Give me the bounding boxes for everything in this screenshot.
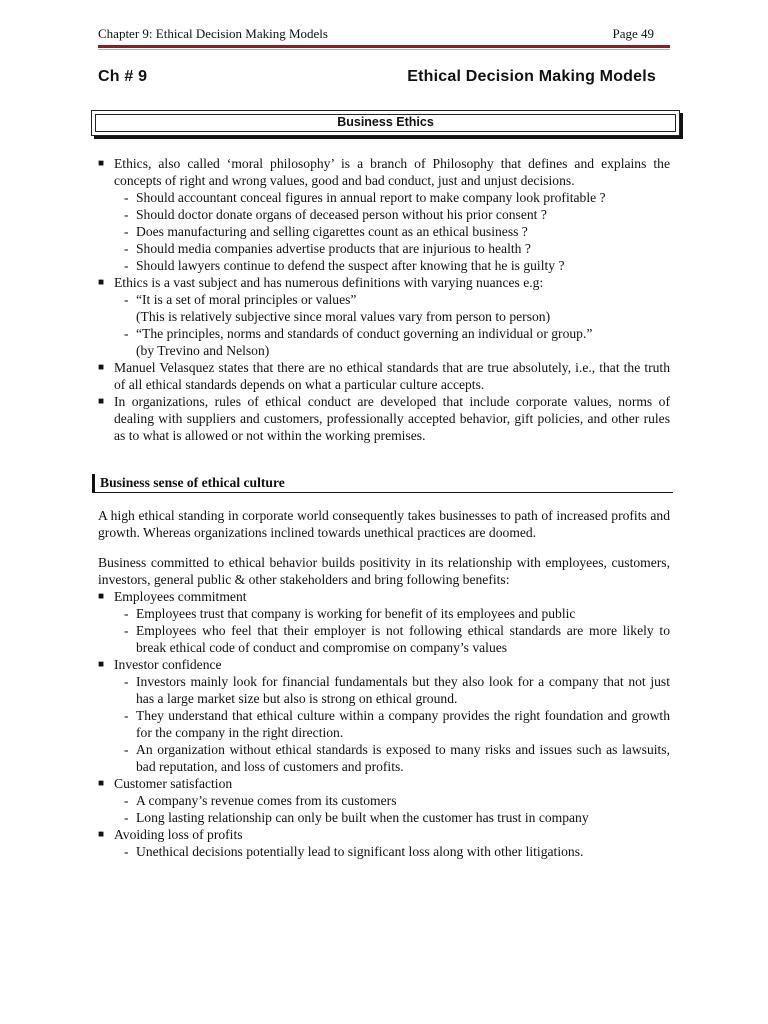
bullet-item xyxy=(98,155,670,274)
dash-text: Should accountant conceal figures in annual report to make company look profitable ? xyxy=(136,190,606,205)
dash-list xyxy=(114,673,670,775)
dash-item xyxy=(114,223,670,240)
bullet-item xyxy=(98,393,670,444)
dash-icon: - xyxy=(124,224,129,239)
dash-item xyxy=(114,325,670,342)
section-heading xyxy=(92,474,673,493)
chapter-name: Ethical Decision Making Models xyxy=(407,68,656,85)
dash-text: Does manufacturing and selling cigarettes count as an ethical business ? xyxy=(136,224,528,239)
page-number: Page 49 xyxy=(612,26,654,41)
dash-text: Investors mainly look for financial fundamentals but they also look for a company that not just has a large market size but also is strong on ethical ground. xyxy=(136,674,670,706)
benefit-item xyxy=(98,826,670,860)
dash-icon: - xyxy=(124,810,129,825)
dash-icon: - xyxy=(124,292,129,307)
dash-item xyxy=(114,809,670,826)
dash-item xyxy=(114,189,670,206)
dash-item xyxy=(114,622,670,656)
definition-note: (by Trevino and Nelson) xyxy=(136,343,270,358)
ethics-definitions-block xyxy=(98,155,670,444)
running-header xyxy=(98,26,656,44)
chapter-title xyxy=(98,68,656,90)
square-bullet-icon: ■ xyxy=(98,277,105,288)
paragraph: Business committed to ethical behavior builds positivity in its relationship with employees, customers, investors, general public & other stakeholders and bring following benefits: xyxy=(98,555,670,587)
dash-text: Employees who feel that their employer is not following ethical standards are more likely to break ethical code of conduct and compromise on company’s values xyxy=(136,623,670,655)
header-rule-thin xyxy=(98,49,670,50)
dash-icon: - xyxy=(124,623,129,638)
definition-note: (This is relatively subjective since moral values vary from person to person) xyxy=(136,309,551,324)
dash-icon: - xyxy=(124,606,129,621)
dash-text: An organization without ethical standards is exposed to many risks and issues such as lawsuits, bad reputation, and loss of customers and profits. xyxy=(136,742,670,774)
paragraph: A high ethical standing in corporate world consequently takes businesses to path of increased profits and growth. Whereas organizations inclined towards unethical practices are doomed. xyxy=(98,508,670,540)
dash-text: Should doctor donate organs of deceased person without his prior consent ? xyxy=(136,207,547,222)
dash-icon: - xyxy=(124,241,129,256)
bullet-text: In organizations, rules of ethical conduct are developed that include corporate values, norms of dealing with suppliers and customers, professionally accepted behavior, gift policies, and other rules as to what is allowed or not within the working premises. xyxy=(114,394,670,443)
benefit-title: Investor confidence xyxy=(114,657,222,672)
dash-icon: - xyxy=(124,326,129,341)
dash-list xyxy=(114,792,670,826)
dash-icon: - xyxy=(124,708,129,723)
dash-item xyxy=(114,240,670,257)
dash-icon: - xyxy=(124,207,129,222)
dash-text: They understand that ethical culture within a company provides the right foundation and growth for the company in the right direction. xyxy=(136,708,670,740)
dash-list xyxy=(114,189,670,274)
dash-text: Unethical decisions potentially lead to significant loss along with other litigations. xyxy=(136,844,584,859)
section-heading-text: Business sense of ethical culture xyxy=(100,475,285,490)
square-bullet-icon: ■ xyxy=(98,158,105,169)
dash-icon: - xyxy=(124,258,129,273)
dash-list xyxy=(114,843,670,860)
header-rule xyxy=(98,45,670,48)
dash-item xyxy=(114,673,670,707)
bullet-item xyxy=(98,274,670,359)
section-banner xyxy=(91,110,680,136)
dash-item xyxy=(114,605,670,622)
dash-text: Long lasting relationship can only be built when the customer has trust in company xyxy=(136,810,589,825)
ethical-culture-block xyxy=(98,507,670,860)
square-bullet-icon: ■ xyxy=(98,829,105,840)
dash-icon: - xyxy=(124,844,129,859)
dash-item xyxy=(114,843,670,860)
square-bullet-icon: ■ xyxy=(98,362,105,373)
benefit-item xyxy=(98,775,670,826)
dash-item xyxy=(114,257,670,274)
dash-item xyxy=(114,707,670,741)
dash-text: Should lawyers continue to defend the suspect after knowing that he is guilty ? xyxy=(136,258,565,273)
bullet-item xyxy=(98,359,670,393)
dash-icon: - xyxy=(124,742,129,757)
benefit-item xyxy=(98,588,670,656)
dash-item xyxy=(114,741,670,775)
bullet-text: Manuel Velasquez states that there are no ethical standards that are true absolutely, i.e., that the truth of all ethical standards depends on what a particular culture accepts. xyxy=(114,360,670,392)
square-bullet-icon: ■ xyxy=(98,396,105,407)
section-banner-title: Business Ethics xyxy=(95,114,676,132)
dash-item xyxy=(114,792,670,809)
dash-icon: - xyxy=(124,190,129,205)
dash-text: “The principles, norms and standards of conduct governing an individual or group.” xyxy=(136,326,593,341)
benefit-item xyxy=(98,656,670,775)
dash-text: Employees trust that company is working for benefit of its employees and public xyxy=(136,606,576,621)
dash-text: Should media companies advertise products that are injurious to health ? xyxy=(136,241,531,256)
bullet-text: Ethics, also called ‘moral philosophy’ is a branch of Philosophy that defines and explains the concepts of right and wrong values, good and bad conduct, just and unjust decisions. xyxy=(114,156,670,188)
bullet-list xyxy=(98,155,670,444)
bullet-text: Ethics is a vast subject and has numerous definitions with varying nuances e.g: xyxy=(114,275,544,290)
dash-list xyxy=(114,605,670,656)
dash-list xyxy=(114,325,670,342)
dash-text: “It is a set of moral principles or values” xyxy=(136,292,357,307)
dash-text: A company’s revenue comes from its customers xyxy=(136,793,397,808)
dash-item xyxy=(114,206,670,223)
square-bullet-icon: ■ xyxy=(98,778,105,789)
square-bullet-icon: ■ xyxy=(98,591,105,602)
benefits-list xyxy=(98,588,670,860)
benefit-title: Customer satisfaction xyxy=(114,776,233,791)
chapter-number: Ch # 9 xyxy=(98,68,148,85)
dash-icon: - xyxy=(124,793,129,808)
running-header-chapter: Chapter 9: Ethical Decision Making Models xyxy=(98,26,328,41)
benefit-title: Employees commitment xyxy=(114,589,247,604)
dash-item xyxy=(114,291,670,308)
dash-icon: - xyxy=(124,674,129,689)
benefit-title: Avoiding loss of profits xyxy=(114,827,243,842)
dash-list xyxy=(114,291,670,308)
square-bullet-icon: ■ xyxy=(98,659,105,670)
